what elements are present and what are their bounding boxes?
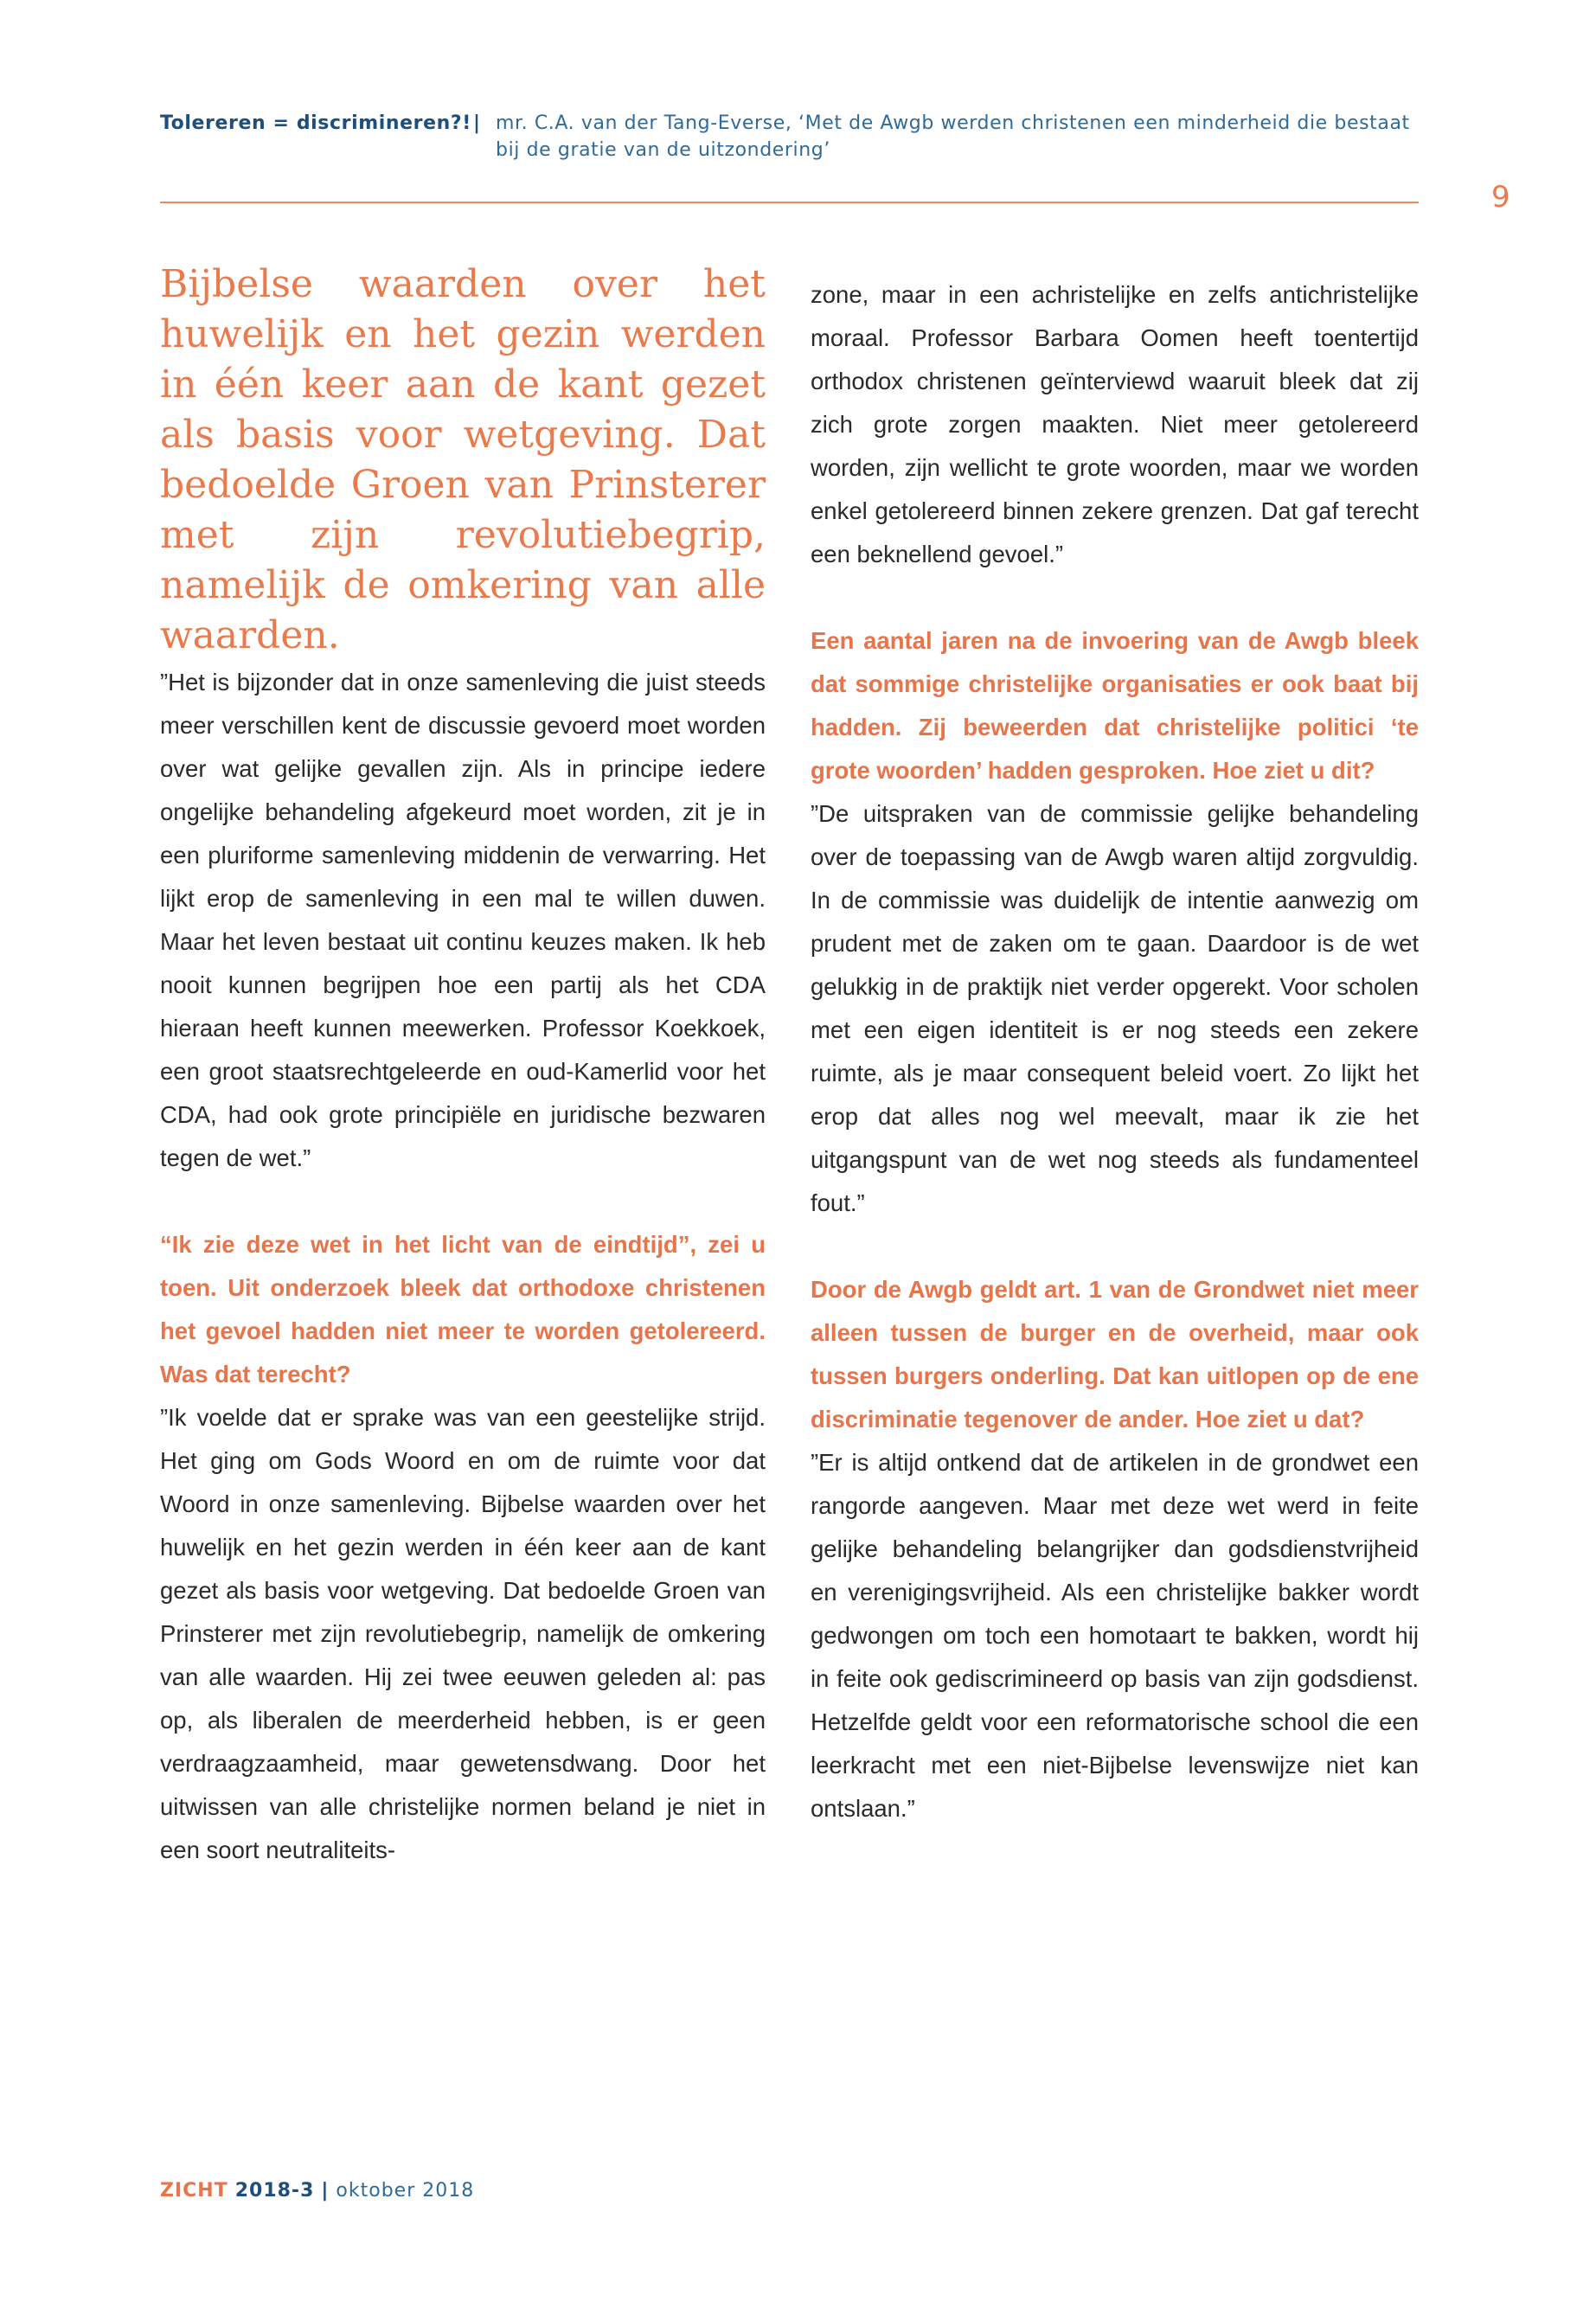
interview-question: Door de Awgb geldt art. 1 van de Grondwet niet meer alleen tussen de burger en de overheid, maar ook tussen burgers onderling. Dat kan uitlopen op de ene discriminatie tegenover de ander. Hoe ziet u dat?: [811, 1276, 1419, 1433]
page-footer: [160, 2180, 474, 2202]
body-paragraph: ”Het is bijzonder dat in onze samenleving die juist steeds meer verschillen kent de discussie gevoerd moet worden over wat gelijke gevallen zijn. Als in principe iedere ongelijke behandeling afgekeurd moet worden, zit je in een pluriforme samenleving middenin de verwarring. Het lijkt erop de samenleving in een mal te willen duwen. Maar het leven bestaat uit continu keuzes maken. Ik heb nooit kunnen begrijpen hoe een partij als het CDA hieraan heeft kunnen meewerken. Professor Koekkoek, een groot staatsrechtgeleerde en oud-Kamerlid voor het CDA, had ook grote principiële en juridische bezwaren tegen de wet.”: [160, 669, 766, 1171]
page-number: 9: [1491, 180, 1510, 215]
issue-number: 2018-3: [234, 2180, 315, 2202]
right-column: [811, 273, 1419, 1830]
left-column: [160, 260, 766, 1872]
interview-question: “Ik zie deze wet in het licht van de eindtijd”, zei u toen. Uit onderzoek bleek dat orthodoxe christenen het gevoel hadden niet meer te worden getolereerd. Was dat terecht?: [160, 1231, 766, 1388]
header-rule: [160, 202, 1419, 203]
body-paragraph: ”Er is altijd ontkend dat de artikelen in de grondwet een rangorde aangeven. Maar met deze wet werd in feite gelijke behandeling belangrijker dan godsdienstvrijheid en verenigingsvrijheid. Als een christelijke bakker wordt gedwongen om toch een homotaart te bakken, wordt hij in feite ook gediscrimineerd op basis van zijn godsdienst. Hetzelfde geldt voor een reformatorische school die een leerkracht met een niet-Bijbelse levenswijze niet kan ontslaan.”: [811, 1449, 1419, 1822]
pull-quote: Bijbelse waarden over het huwelijk en het gezin werden in één keer aan de kant gezet als basis voor wetgeving. Dat bedoelde Groen van Prinsterer met zijn revolutiebegrip, namelijk de omkering van alle waarden.: [160, 262, 766, 657]
series-title: Tolereren = discrimineren?!: [160, 112, 471, 134]
body-paragraph: ”De uitspraken van de commissie gelijke behandeling over de toepassing van de Awgb waren altijd zorgvuldig. In de commissie was duidelijk de intentie aanwezig om prudent met de zaken om te gaan. Daardoor is de wet gelukkig in de praktijk niet verder opgerekt. Voor scholen met een eigen identiteit is er nog steeds een zekere ruimte, als je maar consequent beleid voert. Zo lijkt het erop dat alles nog wel meevalt, maar ik zie het uitgangspunt van de wet nog steeds als fundamenteel fout.”: [811, 800, 1419, 1216]
body-paragraph: ”Ik voelde dat er sprake was van een geestelijke strijd. Het ging om Gods Woord en om de ruimte voor dat Woord in onze samenleving. Bijbelse waarden over het huwelijk en het gezin werden in één keer aan de kant gezet als basis voor wetgeving. Dat bedoelde Groen van Prinsterer met zijn revolutiebegrip, namelijk de omkering van alle waarden. Hij zei twee eeuwen geleden al: pas op, als liberalen de meerderheid hebben, is er geen verdraagzaamheid, maar gewetensdwang. Door het uitwissen van alle christelijke normen beland je niet in een soort neutraliteits-: [160, 1404, 766, 1863]
interview-question: Een aantal jaren na de invoering van de Awgb bleek dat sommige christelijke organisaties er ook baat bij hadden. Zij beweerden dat christelijke politici ‘te grote woorden’ hadden gesproken. Hoe ziet u dit?: [811, 627, 1419, 784]
header-separator: |: [473, 112, 481, 134]
issue-date: oktober 2018: [336, 2180, 475, 2202]
article-subtitle: mr. C.A. van der Tang-Everse, ‘Met de Awgb werden christenen een minderheid die bestaat bij de gratie van de uitzondering’: [496, 112, 1410, 161]
body-paragraph: zone, maar in een achristelijke en zelfs antichristelijke moraal. Professor Barbara Oomen heeft toentertijd orthodox christenen geïnterviewd waaruit bleek dat zij zich grote zorgen maakten. Niet meer getolereerd worden, zijn wellicht te grote woorden, maar we worden enkel getolereerd binnen zekere grenzen. Dat gaf terecht een beknellend gevoel.”: [811, 281, 1419, 567]
footer-separator: |: [321, 2180, 330, 2202]
magazine-name: ZICHT: [160, 2180, 228, 2202]
